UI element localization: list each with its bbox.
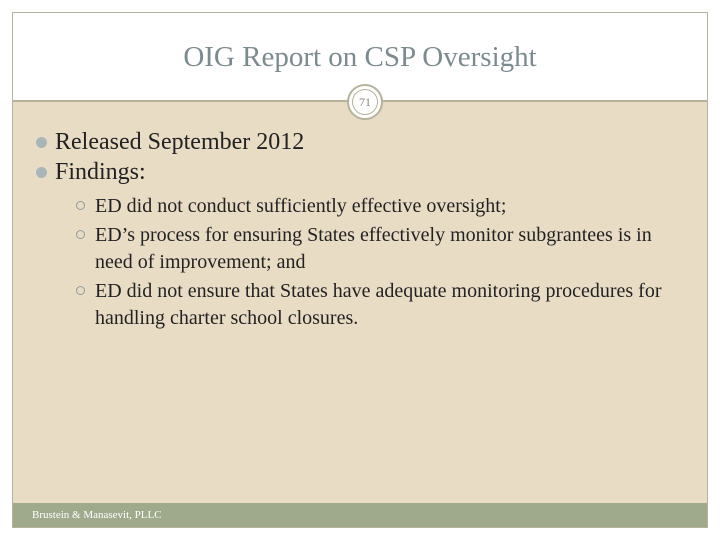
- bullet-text: Findings:: [55, 159, 146, 185]
- sub-bullet-text: ED did not conduct sufficiently effective oversight;: [95, 195, 507, 217]
- bullet-item-released: [35, 127, 687, 157]
- bullet-dot-icon: [36, 167, 47, 178]
- bullet-dot-icon: [36, 137, 47, 148]
- page-number-badge: [347, 84, 383, 120]
- sub-bullet-item: [55, 222, 687, 276]
- hollow-circle-bullet-icon: [76, 230, 85, 239]
- sub-bullet-item: [55, 278, 687, 332]
- footer-text: Brustein & Manasevit, PLLC: [32, 509, 162, 521]
- hollow-circle-bullet-icon: [76, 201, 85, 210]
- slide-title: OIG Report on CSP Oversight: [183, 41, 537, 73]
- sub-bullet-text: ED’s process for ensuring States effectively monitor subgrantees is in need of improvement; and: [95, 224, 652, 273]
- bullet-text: Released September 2012: [55, 129, 305, 155]
- slide: [12, 12, 708, 528]
- findings-sublist: [55, 193, 687, 332]
- sub-bullet-item: [55, 193, 687, 220]
- slide-content: [35, 127, 687, 332]
- page-number: 71: [359, 94, 371, 109]
- sub-bullet-text: ED did not ensure that States have adequate monitoring procedures for handling charter school closures.: [95, 280, 662, 329]
- hollow-circle-bullet-icon: [76, 286, 85, 295]
- bullet-item-findings: [35, 157, 687, 332]
- footer-bar: [13, 503, 707, 527]
- bullet-list: [35, 127, 687, 332]
